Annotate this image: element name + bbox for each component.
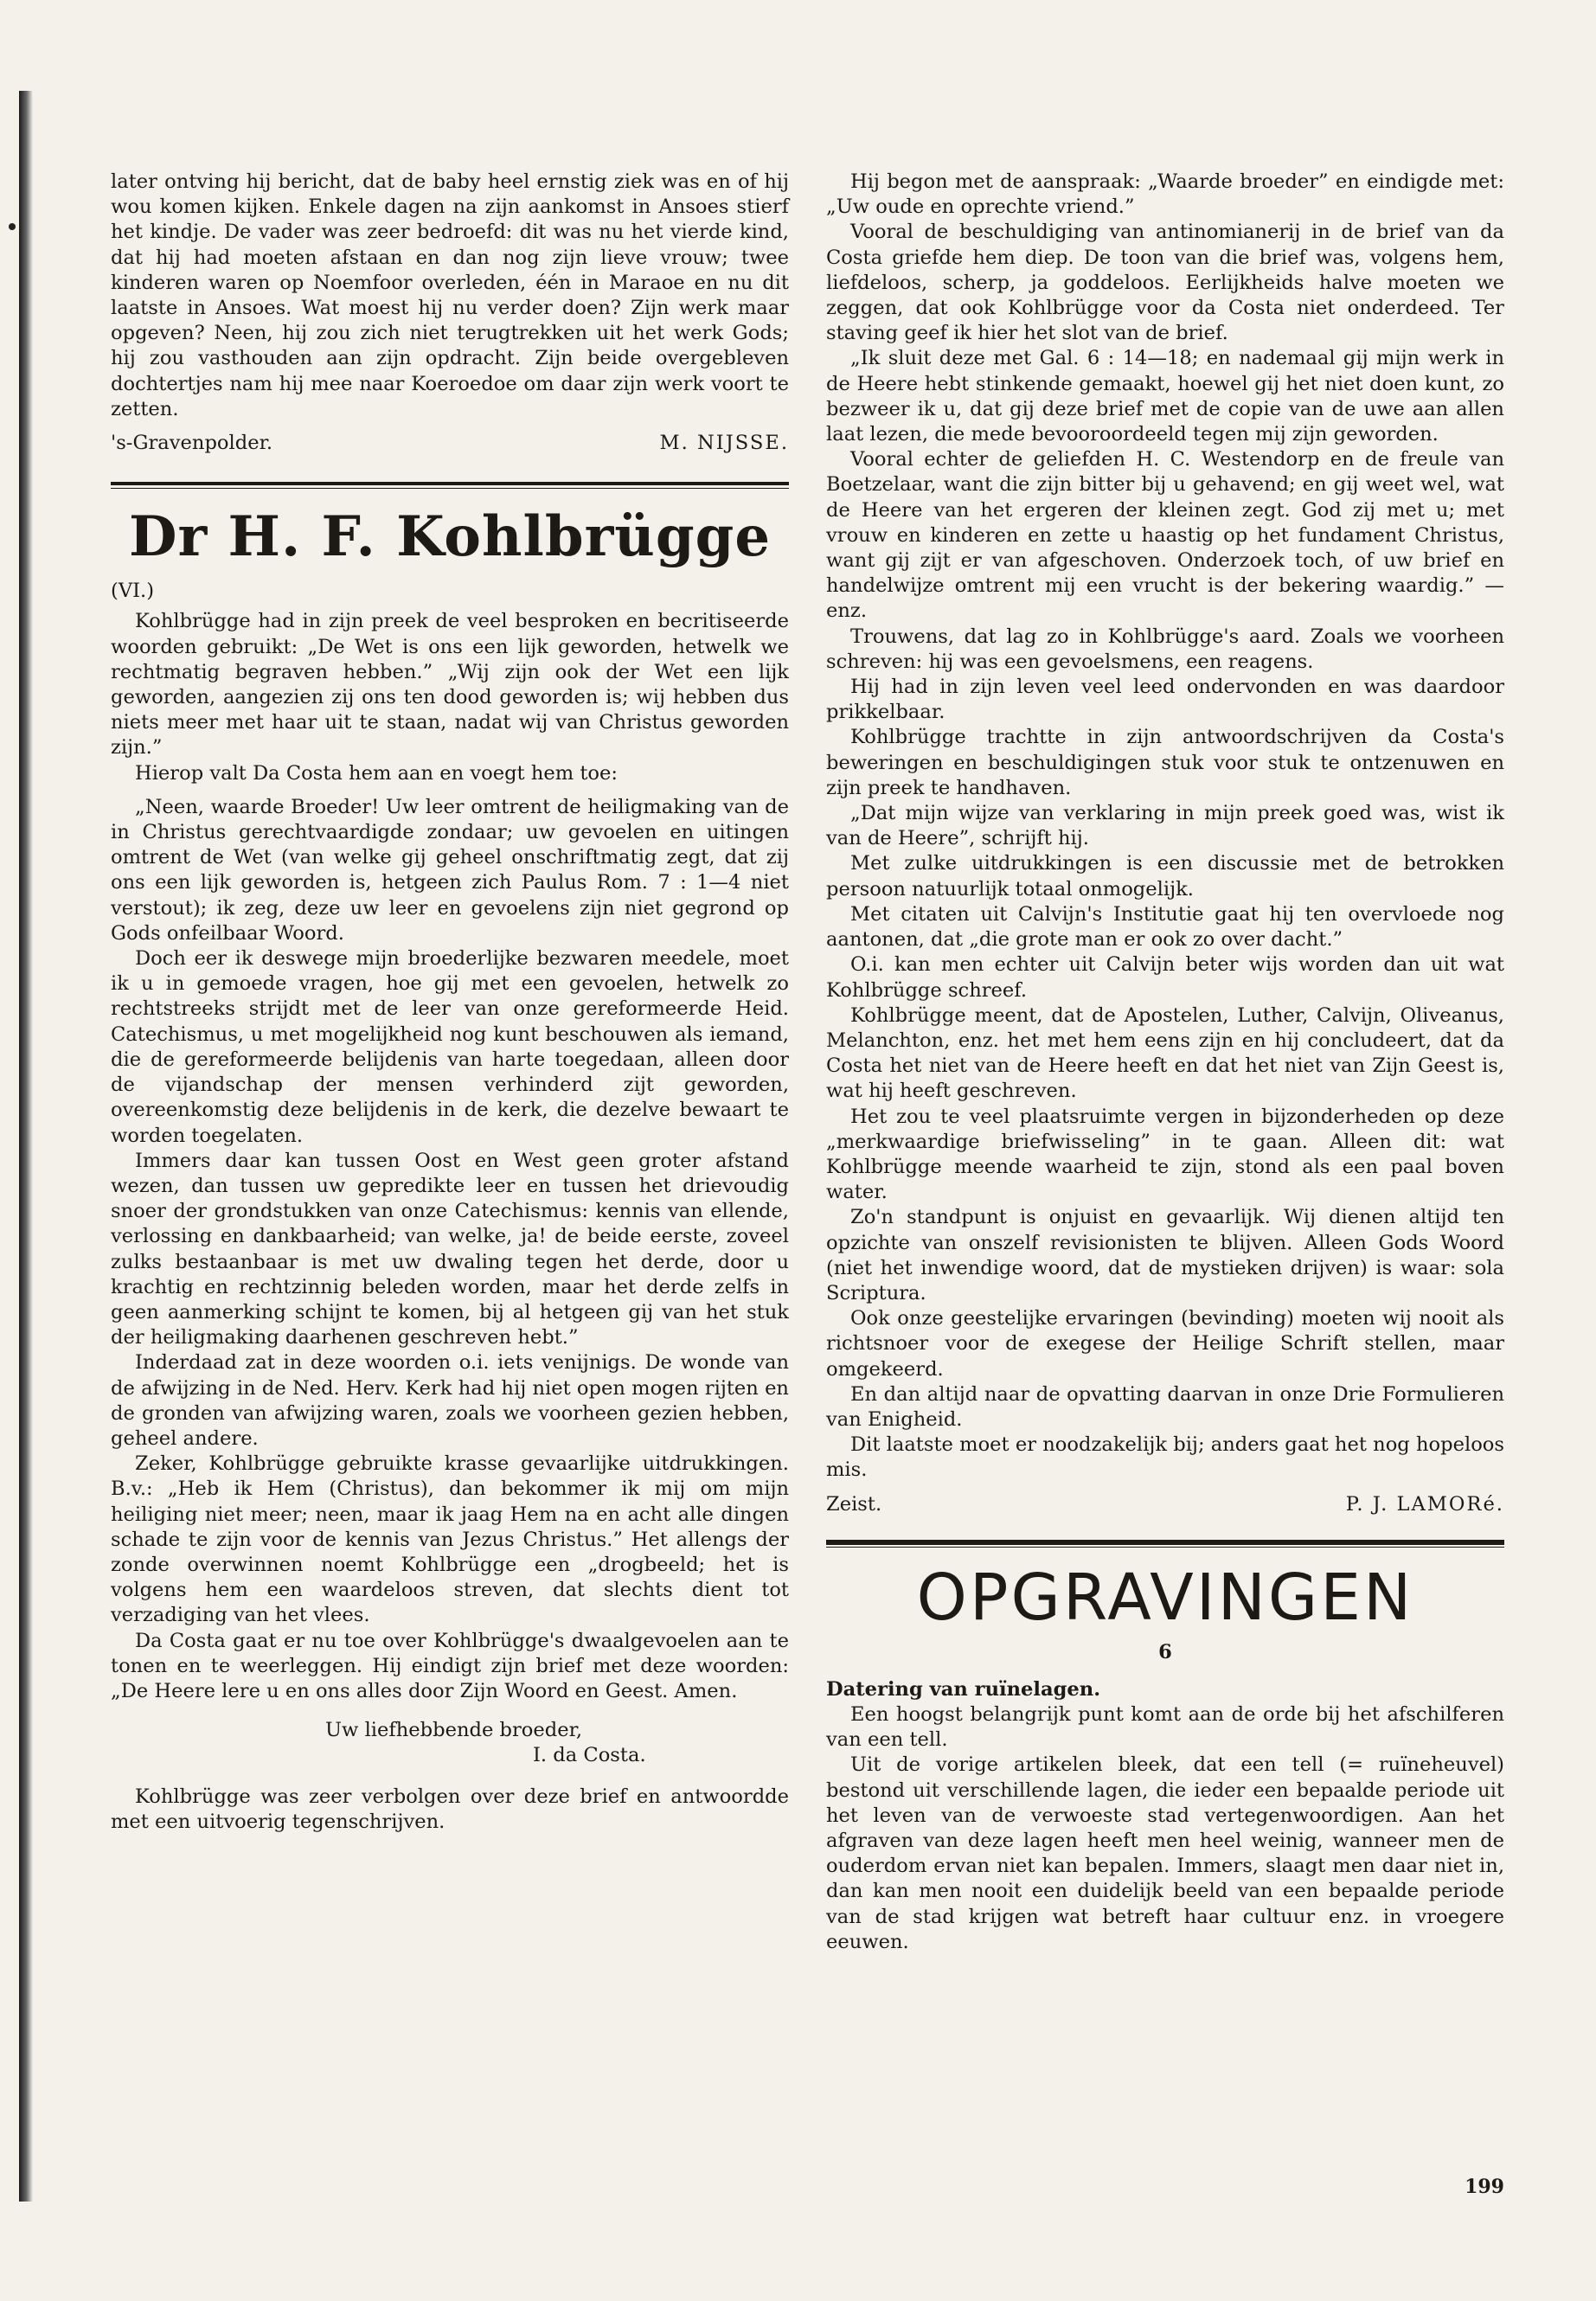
body-paragraph: Met zulke uitdrukkingen is een discussie met de betrokken persoon natuurlijk totaal onmogelijk. <box>826 852 1504 901</box>
subheading: Datering van ruïnelagen. <box>826 1677 1101 1701</box>
scan-edge <box>19 91 33 2202</box>
article-title: Dr H. F. Kohlbrügge <box>128 504 772 570</box>
quote-paragraph: „Ik sluit deze met Gal. 6 : 14—18; en nademaal gij mijn werk in de Heere hebt stinkende gemaakt, hoewel gij het niet doen kunt, zo bezweer ik u, dat gij deze brief met de copie van de uwe aan allen laat lezen, die mede bevooroordeeld tegen mij zijn geworden. <box>826 347 1504 446</box>
section-divider <box>111 482 789 489</box>
section-divider <box>826 1540 1504 1548</box>
body-paragraph: Het zou te veel plaatsruimte vergen in bijzonderheden op deze „merkwaardige briefwisseling” in te gaan. Alleen dit: wat Kohlbrügge meende waarheid te zijn, stond als een paal boven water. <box>826 1105 1504 1204</box>
article-part: (VI.) <box>111 580 155 603</box>
quote-paragraph: „Neen, waarde Broeder! Uw leer omtrent de heiligmaking van de in Christus gerechtvaardigde zondaar; uw gevoelen en uitingen omtrent de Wet (van welke gij geheel onschriftmatig zegt, dat zij ons een lijk geworden is, hetgeen zich Paulus Rom. 7 : 1—4 niet verstout); ik zeg, deze uw leer en gevoelens zijn niet gegrond op Gods onfeilbaar Woord. <box>111 795 789 945</box>
right-column <box>826 170 1504 1955</box>
body-paragraph: Dit laatste moet er noodzakelijk bij; anders gaat het nog hopeloos mis. <box>826 1433 1504 1482</box>
letter-signature: I. da Costa. <box>533 1744 646 1767</box>
signoff-author: M. NIJSSE. <box>659 432 789 455</box>
signoff-nijsse <box>111 431 789 456</box>
body-paragraph: Hij had in zijn leven veel leed ondervonden en was daardoor prikkelbaar. <box>826 676 1504 724</box>
quote-paragraph: Immers daar kan tussen Oost en West geen groter afstand wezen, dan tussen uw gepredikte leer en tussen het drievoudig snoer der grondstukken van onze Catechismus: kennis van ellende, verlossing en dankbaarheid; van welke, ja! de beide eerste, zoveel zulks bestaanbaar is met uw dwaling tegen het derde, door u krachtig en rechtzinnig beleden worden, maar het derde zelfs in geen aanmerking schijnt te komen, bij al hetgeen gij van het stuk der heiligmaking daarhenen geschreven hebt.” <box>111 1149 789 1349</box>
quote-paragraph: Vooral echter de geliefden H. C. Westendorp en de freule van Boetzelaar, want die zijn bitter bij u gehavend; en gij weet wel, wat de Heere van het ergeren der kleinen zegt. God zij met u; met vrouw en kinderen en zette u haastig op het fundament Christus, want gij zijt er van afgeschoven. Onderzoek toch, of uw brief en handelwijze omtrent mij een vrucht is der bekering waardig.” — enz. <box>826 448 1504 623</box>
signoff-author: P. J. LAMORé. <box>1345 1492 1504 1516</box>
body-paragraph: Kohlbrügge had in zijn preek de veel besproken en becritiseerde woorden gebruikt: „De Wet is ons een lijk geworden, hetwelk we rechtmatig begraven hebben.” „Wij zijn ook der Wet een lijk geworden, aangezien zij ons ten dood geworden is; wij hebben dus niets meer met haar uit te staan, nadat wij van Christus geworden zijn.” <box>111 610 789 760</box>
body-paragraph: Een hoogst belangrijk punt komt aan de orde bij het afschilferen van een tell. <box>826 1702 1504 1752</box>
body-paragraph: Trouwens, dat lag zo in Kohlbrügge's aard. Zoals we voorheen schreven: hij was een gevoelsmens, een reagens. <box>826 625 1504 673</box>
body-paragraph: O.i. kan men echter uit Calvijn beter wijs worden dan uit wat Kohlbrügge schreef. <box>826 953 1504 1002</box>
page-number: 199 <box>1465 2176 1504 2198</box>
signoff-place: Zeist. <box>826 1492 882 1516</box>
margin-mark <box>9 223 16 230</box>
body-paragraph: Kohlbrügge meent, dat de Apostelen, Luther, Calvijn, Oliveanus, Melanchton, enz. het met hem eens zijn en hij concludeert, dat da Costa het niet van de Heere heeft en dat het niet van Zijn Geest is, wat hij heeft geschreven. <box>826 1003 1504 1103</box>
letter-closing: Uw liefhebbende broeder, <box>325 1719 583 1742</box>
signoff-place: 's-Gravenpolder. <box>111 432 273 455</box>
body-paragraph: Zeker, Kohlbrügge gebruikte krasse gevaarlijke uitdrukkingen. B.v.: „Heb ik Hem (Christus), dan bekommer ik mij om mijn heiliging niet meer; neen, maar ik jaag Hem na en acht alle dingen schade te zijn voor de kennis van Jezus Christus.” Het allengs der zonde overwinnen noemt Kohlbrügge een „drogbeeld; het is volgens hem een waardeloos streven, dat slechts dient tot verzadiging van het vlees. <box>111 1452 789 1627</box>
intro-paragraph: later ontving hij bericht, dat de baby heel ernstig ziek was en of hij wou komen kijken. Enkele dagen na zijn aankomst in Ansoes stierf het kindje. De vader was zeer bedroefd: dit was nu het vierde kind, dat hij had moeten afstaan en dan nog zijn lieve vrouw; twee kinderen waren op Noemfoor overleden, één in Maraoe en nu dit laatste in Ansoes. Wat moest hij nu verder doen? Zijn werk maar opgeven? Neen, hij zou zich niet terugtrekken uit het werk Gods; hij zou vasthouden aan zijn opdracht. Zijn beide overgebleven dochtertjes nam hij mee naar Koeroedoe om daar zijn werk voort te zetten. <box>111 170 789 420</box>
section-number: 6 <box>1158 1640 1172 1663</box>
left-column <box>111 170 789 1835</box>
body-paragraph: Vooral de beschuldiging van antinomianerij in de brief van da Costa griefde hem diep. De toon van die brief was, volgens hem, liefdeloos, scherp, ja goddeloos. Eerlijkheids halve moeten we zeggen, dat ook Kohlbrügge voor da Costa niet onderdeed. Ter staving geef ik hier het slot van de brief. <box>826 221 1504 345</box>
quote-paragraph: Doch eer ik deswege mijn broederlijke bezwaren meedele, moet ik u in gemoede vragen, hoe gij met een gevoelen, hetwelk zo rechtstreeks strijdt met de leer van onze gereformeerde Heid. Catechismus, u met mogelijkheid nog kunt beschouwen als iemand, die de gereformeerde belijdenis van harte toegedaan, alleen door de vijandschap der mensen verhinderd zijt geworden, overeenkomstig deze belijdenis in de kerk, die dezelve bewaart te worden toegelaten. <box>111 947 789 1147</box>
body-paragraph: Zo'n standpunt is onjuist en gevaarlijk. Wij dienen altijd ten opzichte van onszelf revisionisten te blijven. Alleen Gods Woord (niet het inwendige woord, dat de mystieken drijven) is waar: sola Scriptura. <box>826 1206 1504 1304</box>
body-paragraph: Kohlbrügge trachtte in zijn antwoordschrijven da Costa's beweringen en beschuldigingen stuk voor stuk te ontzenuwen en zijn preek te handhaven. <box>826 726 1504 799</box>
body-paragraph: Inderdaad zat in deze woorden o.i. iets venijnigs. De wonde van de afwijzing in de Ned. Herv. Kerk had hij niet open mogen rijten en de gronden van afwijzing waren, zoals we voorheen gezien hebben, geheel andere. <box>111 1351 789 1450</box>
body-paragraph: Hierop valt Da Costa hem aan en voegt hem toe: <box>135 761 619 785</box>
body-paragraph: Hij begon met de aanspraak: „Waarde broeder” en eindigde met: „Uw oude en oprechte vriend.” <box>826 170 1504 219</box>
body-paragraph: „Dat mijn wijze van verklaring in mijn preek goed was, wist ik van de Heere”, schrijft hij. <box>826 802 1504 850</box>
signoff-lamore <box>826 1492 1504 1517</box>
body-paragraph: Uit de vorige artikelen bleek, dat een tell (= ruïneheuvel) bestond uit verschillende lagen, die ieder een bepaalde periode uit het leven van de verwoeste stad vertegenwoordigen. Aan het afgraven van deze lagen heeft men heel weinig, wanneer men de ouderdom ervan niet kan bepalen. Immers, slaagt men daar niet in, dan kan men nooit een duidelijk beeld van een bepaalde periode van de stad krijgen wat betreft haar cultuur enz. in vroegere eeuwen. <box>826 1753 1504 1953</box>
section-title: OPGRAVINGEN <box>916 1560 1414 1635</box>
final-paragraph: Kohlbrügge was zeer verbolgen over deze brief en antwoordde met een uitvoerig tegenschrijven. <box>111 1785 789 1833</box>
body-paragraph: Ook onze geestelijke ervaringen (bevinding) moeten wij nooit als richtsnoer voor de exegese der Heilige Schrift stellen, maar omgekeerd. <box>826 1307 1504 1381</box>
body-paragraph: En dan altijd naar de opvatting daarvan in onze Drie Formulieren van Enigheid. <box>826 1382 1504 1431</box>
body-paragraph: Da Costa gaat er nu toe over Kohlbrügge's dwaalgevoelen aan te tonen en te weerleggen. Hij eindigt zijn brief met deze woorden: „De Heere lere u en ons alles door Zijn Woord en Geest. Amen. <box>111 1629 789 1702</box>
body-paragraph: Met citaten uit Calvijn's Institutie gaat hij ten overvloede nog aantonen, dat „die grote man er ook zo over dacht.” <box>826 902 1504 952</box>
